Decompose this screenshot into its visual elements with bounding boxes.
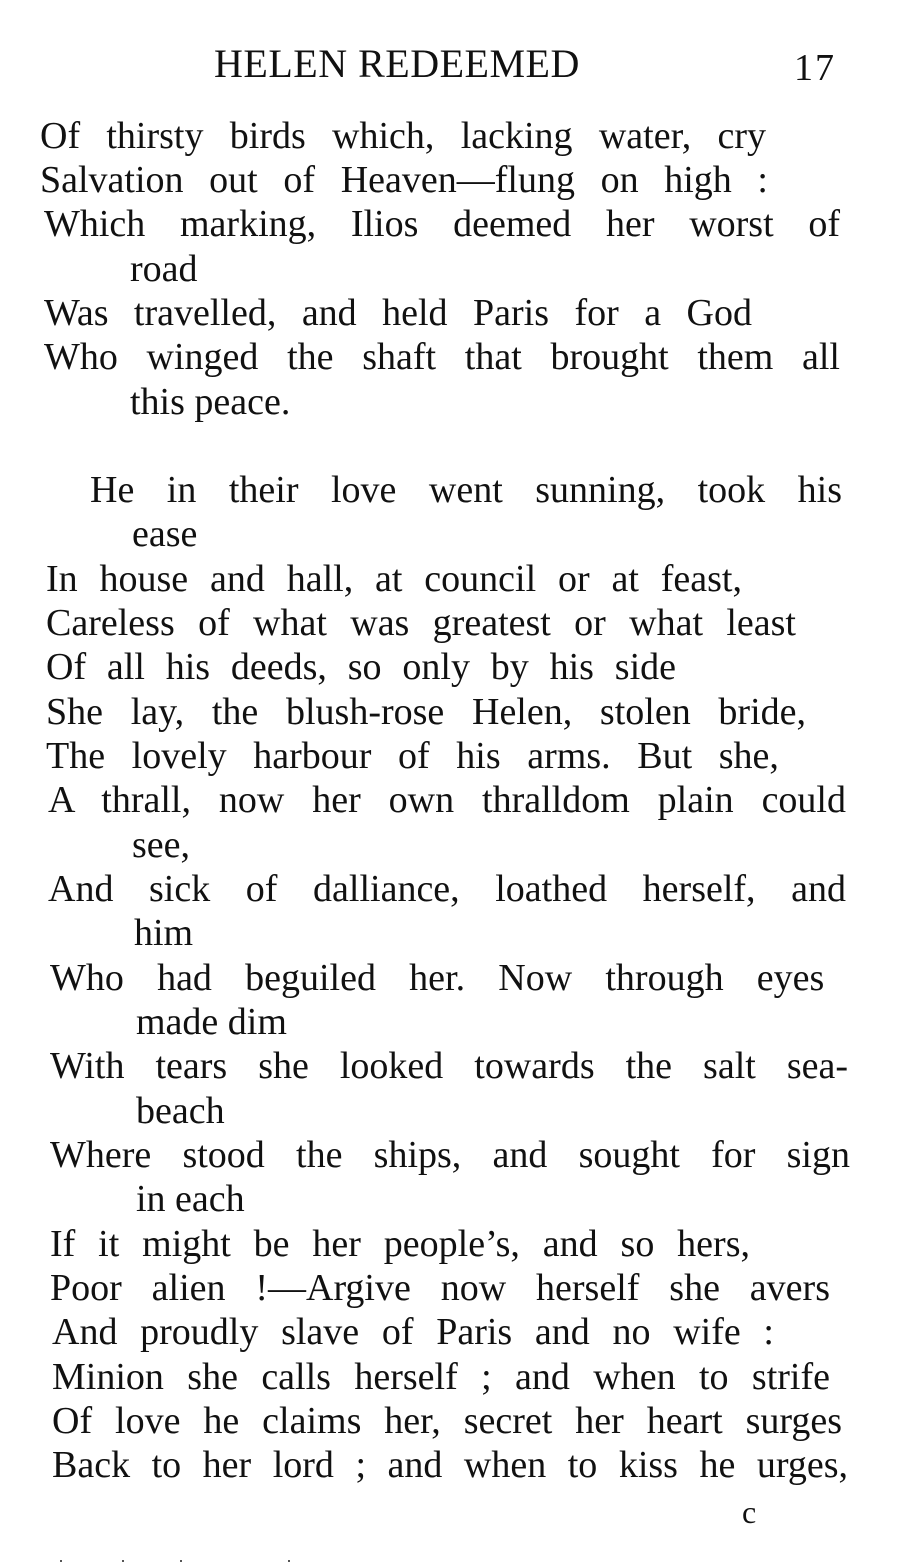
verse-line: Who had beguiled her. Now through eyes [50,957,825,999]
signature-mark: c [742,1494,757,1530]
verse-line: Poor alien !—Argive now herself she avers [50,1267,830,1309]
verse-line: Was travelled, and held Paris for a God [44,292,752,334]
verse-line: And sick of dalliance, loathed herself, and [48,868,846,910]
speck [180,1560,182,1562]
verse-line: With tears she looked towards the salt sea- [50,1045,848,1087]
verse-line: Of thirsty birds which, lacking water, cry [40,115,766,157]
verse-line: In house and hall, at council or at feast, [46,558,742,600]
speck [288,1560,290,1562]
verse-line-continuation: him [134,912,194,954]
page-number: 17 [794,47,836,89]
verse-line: Where stood the ships, and sought for sign [50,1134,850,1176]
stanza-first-line: He in their love went sunning, took his [90,469,842,511]
verse-line-continuation: made dim [136,1001,287,1043]
speck [60,1560,62,1562]
scan-specks [0,1558,900,1564]
verse-line: If it might be her people’s, and so hers, [50,1223,750,1265]
verse-line: Of love he claims her, secret her heart surges [52,1400,842,1442]
running-head [0,36,900,88]
verse-line-continuation: this peace. [130,381,291,423]
verse-line-continuation: ease [132,513,198,555]
verse-line: And proudly slave of Paris and no wife : [52,1311,774,1353]
verse-line-continuation: beach [136,1090,225,1132]
verse-line: Which marking, Ilios deemed her worst of [44,203,840,245]
verse-line-continuation: see, [132,824,191,866]
verse-line-continuation: in each [136,1178,245,1220]
verse-line-continuation: road [130,248,198,290]
running-title: HELEN REDEEMED [214,41,580,86]
verse-line: Back to her lord ; and when to kiss he urges, [52,1444,848,1486]
speck [122,1560,124,1562]
verse-line: A thrall, now her own thralldom plain could [48,779,846,821]
verse-line: Who winged the shaft that brought them all [44,336,840,378]
verse-line: She lay, the blush-rose Helen, stolen bride, [46,691,806,733]
verse-line: Salvation out of Heaven—flung on high : [40,159,768,201]
verse-line: Of all his deeds, so only by his side [46,646,676,688]
verse-line: Careless of what was greatest or what least [46,602,796,644]
verse-line: The lovely harbour of his arms. But she, [46,735,779,777]
verse-line: Minion she calls herself ; and when to strife [52,1356,830,1398]
